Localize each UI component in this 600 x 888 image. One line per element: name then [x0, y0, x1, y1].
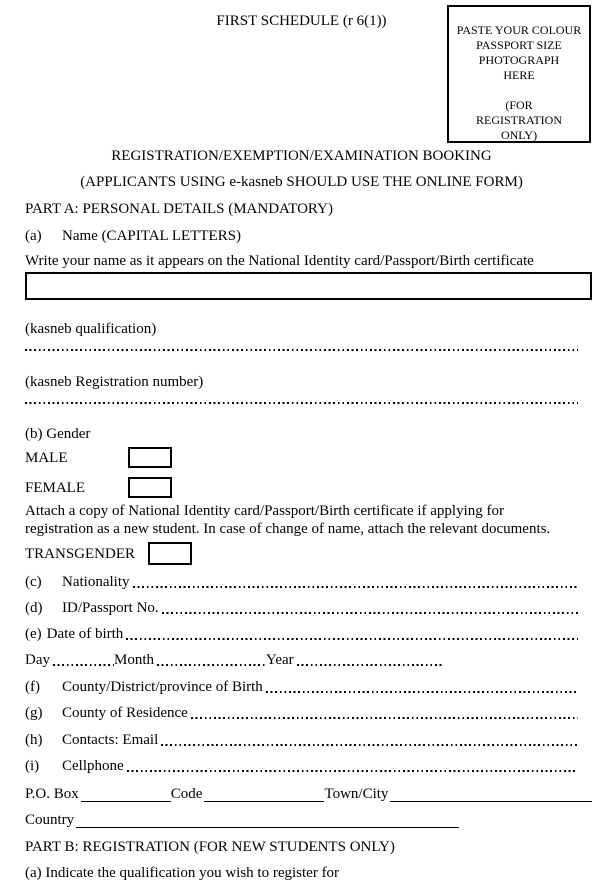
attach-note-line: registration as a new student. In case of change of name, attach the relevant documents.: [25, 520, 551, 537]
name-instruction: Write your name as it appears on the National Identity card/Passport/Birth certificate: [25, 253, 534, 269]
code-label: Code: [170, 786, 203, 802]
day-label: Day: [25, 652, 50, 668]
nationality-label: Nationality: [62, 574, 130, 590]
code-field-line[interactable]: [202, 784, 324, 804]
page-title: FIRST SCHEDULE (r 6(1)): [216, 13, 387, 29]
photo-box-text: PASTE YOUR COLOUR: [456, 23, 582, 37]
male-label: MALE: [25, 449, 68, 466]
qualification-label: (kasneb qualification): [25, 321, 157, 337]
field-row-email: [25, 731, 578, 749]
photo-box-text: PHOTOGRAPH: [478, 53, 560, 67]
photo-box-text: PASSPORT SIZE: [476, 38, 562, 52]
email-label: Contacts: Email: [62, 732, 159, 748]
field-row-birth-county: [25, 678, 578, 696]
female-label: FEMALE: [25, 479, 85, 496]
item-index: (h): [25, 732, 43, 748]
part-a-heading: PART A: PERSONAL DETAILS (MANDATORY): [25, 201, 333, 217]
birth-county-field-line[interactable]: [263, 678, 578, 696]
registration-number-field-line[interactable]: [25, 402, 578, 404]
registration-number-label: (kasneb Registration number): [25, 374, 204, 390]
nationality-field-line[interactable]: [130, 573, 579, 591]
country-label: Country: [25, 812, 75, 828]
dob-day-month-year-row: [25, 651, 578, 669]
field-row-date-of-birth: [25, 625, 578, 643]
attach-documents-note: [25, 503, 578, 538]
form-title: REGISTRATION/EXEMPTION/EXAMINATION BOOKING: [111, 148, 492, 164]
address-row: [25, 784, 592, 804]
cellphone-label: Cellphone: [62, 758, 124, 774]
month-label: Month: [114, 652, 155, 668]
transgender-label: TRANSGENDER: [25, 545, 136, 562]
gender-option-transgender: [25, 542, 578, 565]
passport-photo-box: [447, 5, 591, 143]
photo-box-text: [449, 83, 589, 98]
email-field-line[interactable]: [158, 731, 578, 749]
po-box-label: P.O. Box: [25, 786, 79, 802]
field-row-cellphone: [25, 757, 578, 775]
name-input-box[interactable]: [25, 272, 592, 300]
field-row-nationality: [25, 573, 578, 591]
qualification-field-line[interactable]: [25, 349, 578, 351]
town-city-label: Town/City: [324, 786, 389, 802]
item-index: (a): [25, 228, 42, 244]
item-index: (i): [25, 758, 40, 774]
country-row: [25, 810, 578, 830]
residence-county-label: County of Residence: [62, 705, 188, 721]
country-field-line[interactable]: [74, 810, 459, 830]
residence-county-field-line[interactable]: [188, 704, 578, 722]
year-field-line[interactable]: [294, 651, 444, 669]
name-item-label: Name (CAPITAL LETTERS): [62, 228, 242, 244]
month-field-line[interactable]: [154, 651, 266, 669]
item-index: (g): [25, 705, 43, 721]
po-box-field-line[interactable]: [79, 784, 171, 804]
item-index: (f): [25, 679, 40, 695]
day-field-line[interactable]: [50, 651, 114, 669]
name-item-row: [25, 227, 578, 245]
attach-note-line: Attach a copy of National Identity card/Passport/Birth certificate if applying for: [25, 503, 505, 519]
photo-box-text: (FOR: [505, 98, 533, 112]
year-label: Year: [266, 652, 294, 668]
photo-box-text: HERE: [503, 68, 535, 82]
item-index: (c): [25, 574, 42, 590]
gender-option-male: [25, 447, 578, 468]
item-index: (d): [25, 600, 43, 616]
id-passport-label: ID/Passport No.: [62, 600, 159, 616]
id-passport-field-line[interactable]: [159, 599, 578, 617]
birth-county-label: County/District/province of Birth: [62, 679, 263, 695]
part-b-item-a: (a) Indicate the qualification you wish to register for: [25, 865, 340, 881]
field-row-residence-county: [25, 704, 578, 722]
field-row-id-passport: [25, 599, 578, 617]
form-subtitle: (APPLICANTS USING e-kasneb SHOULD USE THE ONLINE FORM): [80, 174, 523, 190]
date-of-birth-label: Date of birth: [46, 626, 124, 642]
female-checkbox[interactable]: [128, 477, 172, 498]
date-of-birth-field-line[interactable]: [123, 625, 578, 643]
gender-label: (b) Gender: [25, 426, 91, 442]
photo-box-text: ONLY): [500, 128, 538, 142]
male-checkbox[interactable]: [128, 447, 172, 468]
photo-box-text: REGISTRATION: [476, 113, 562, 127]
gender-option-female: [25, 477, 578, 498]
part-b-heading: PART B: REGISTRATION (FOR NEW STUDENTS ONLY): [25, 839, 395, 855]
town-city-field-line[interactable]: [388, 784, 592, 804]
item-index: (e): [25, 626, 42, 642]
transgender-checkbox[interactable]: [148, 542, 192, 565]
cellphone-field-line[interactable]: [124, 757, 578, 775]
